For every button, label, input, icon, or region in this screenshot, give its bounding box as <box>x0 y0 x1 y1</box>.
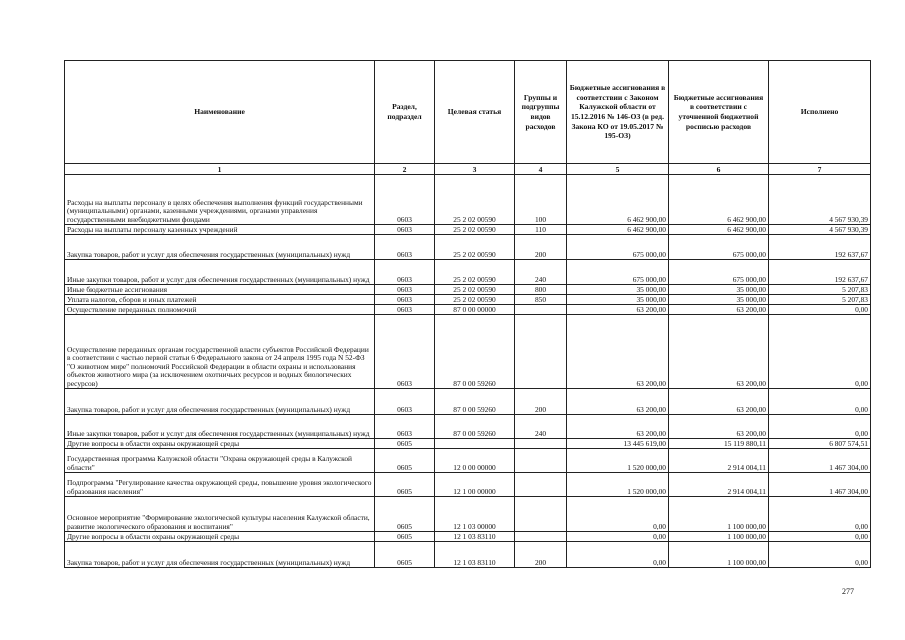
row-executed-amount: 192 637,67 <box>769 260 871 285</box>
row-executed-amount: 1 467 304,00 <box>769 449 871 473</box>
row-kind: 110 <box>515 225 567 235</box>
row-budget-amount: 2 914 004,11 <box>669 473 769 497</box>
row-kind: 100 <box>515 175 567 225</box>
row-law-amount: 13 445 619,00 <box>567 439 669 449</box>
row-budget-amount: 63 200,00 <box>669 315 769 389</box>
row-kind <box>515 473 567 497</box>
row-kind <box>515 497 567 532</box>
table-row <box>65 497 871 532</box>
row-section: 0603 <box>375 315 435 389</box>
row-name: Другие вопросы в области охраны окружающей среды <box>65 439 375 449</box>
row-kind <box>515 305 567 315</box>
row-section: 0605 <box>375 449 435 473</box>
row-executed-amount: 0,00 <box>769 389 871 415</box>
row-target: 25 2 02 00590 <box>435 295 515 305</box>
row-section: 0603 <box>375 285 435 295</box>
row-name: Расходы на выплаты персоналу в целях обеспечения выполнения функций государственными (муниципальными) органами, казенными учреждениями, органами управления государственными внебюджетными фондами <box>65 175 375 225</box>
row-section: 0603 <box>375 260 435 285</box>
row-section: 0605 <box>375 439 435 449</box>
table-row <box>65 532 871 542</box>
row-executed-amount: 0,00 <box>769 497 871 532</box>
row-executed-amount: 0,00 <box>769 532 871 542</box>
row-budget-amount: 1 100 000,00 <box>669 497 769 532</box>
row-budget-amount: 6 462 900,00 <box>669 225 769 235</box>
row-law-amount: 35 000,00 <box>567 285 669 295</box>
row-kind: 800 <box>515 285 567 295</box>
row-executed-amount: 4 567 930,39 <box>769 175 871 225</box>
header-kind: Группы и подгруппы видов расходов <box>515 61 567 164</box>
row-section: 0603 <box>375 175 435 225</box>
row-target: 25 2 02 00590 <box>435 175 515 225</box>
header-section: Раздел, подраздел <box>375 61 435 164</box>
row-law-amount: 63 200,00 <box>567 415 669 439</box>
row-target: 87 0 00 59260 <box>435 415 515 439</box>
row-executed-amount: 5 207,83 <box>769 295 871 305</box>
row-name: Государственная программа Калужской области "Охрана окружающей среды в Калужской области" <box>65 449 375 473</box>
row-budget-amount: 35 000,00 <box>669 295 769 305</box>
row-law-amount: 675 000,00 <box>567 235 669 260</box>
row-name: Иные закупки товаров, работ и услуг для обеспечения государственных (муниципальных) нужд <box>65 415 375 439</box>
row-kind <box>515 449 567 473</box>
header-name: Наименование <box>65 61 375 164</box>
column-number: 1 <box>65 164 375 175</box>
row-kind: 240 <box>515 260 567 285</box>
row-executed-amount: 0,00 <box>769 315 871 389</box>
row-executed-amount: 0,00 <box>769 305 871 315</box>
table-row <box>65 449 871 473</box>
row-name: Закупка товаров, работ и услуг для обеспечения государственных (муниципальных) нужд <box>65 389 375 415</box>
header-target: Целевая статья <box>435 61 515 164</box>
row-target: 12 1 03 83110 <box>435 542 515 568</box>
column-number: 5 <box>567 164 669 175</box>
row-executed-amount: 192 637,67 <box>769 235 871 260</box>
row-law-amount: 1 520 000,00 <box>567 473 669 497</box>
table-row <box>65 315 871 389</box>
row-executed-amount: 6 807 574,51 <box>769 439 871 449</box>
column-number: 4 <box>515 164 567 175</box>
row-target: 12 1 03 83110 <box>435 532 515 542</box>
column-number: 2 <box>375 164 435 175</box>
row-name: Расходы на выплаты персоналу казенных учреждений <box>65 225 375 235</box>
row-section: 0603 <box>375 389 435 415</box>
row-kind: 200 <box>515 235 567 260</box>
row-name: Закупка товаров, работ и услуг для обеспечения государственных (муниципальных) нужд <box>65 235 375 260</box>
row-name: Основное мероприятие "Формирование экологической культуры населения Калужской области, развитие экологического образования и воспитания" <box>65 497 375 532</box>
row-name: Осуществление переданных органам государственной власти субъектов Российской Федерации в соответствии с частью первой статьи 6 Федерального закона от 24 апреля 1995 года N 52-ФЗ "О животном мире" полномочий Российской Федерации в области охраны и использования объектов животного мира (за исключением охотничьих ресурсов и водных биологических ресурсов) <box>65 315 375 389</box>
table-row <box>65 439 871 449</box>
row-kind: 240 <box>515 415 567 439</box>
row-budget-amount: 675 000,00 <box>669 260 769 285</box>
row-executed-amount: 0,00 <box>769 542 871 568</box>
row-target: 25 2 02 00590 <box>435 235 515 260</box>
row-target: 25 2 02 00590 <box>435 260 515 285</box>
row-law-amount: 35 000,00 <box>567 295 669 305</box>
column-number: 6 <box>669 164 769 175</box>
row-executed-amount: 0,00 <box>769 415 871 439</box>
row-executed-amount: 5 207,83 <box>769 285 871 295</box>
row-law-amount: 6 462 900,00 <box>567 225 669 235</box>
row-budget-amount: 1 100 000,00 <box>669 532 769 542</box>
row-section: 0603 <box>375 295 435 305</box>
table-row <box>65 542 871 568</box>
row-law-amount: 63 200,00 <box>567 315 669 389</box>
row-law-amount: 1 520 000,00 <box>567 449 669 473</box>
row-executed-amount: 4 567 930,39 <box>769 225 871 235</box>
header-executed: Исполнено <box>769 61 871 164</box>
header-law-budget: Бюджетные ассигнования в соответствии с Законом Калужской области от 15.12.2016 № 146-ОЗ (в ред. Закона КО от 19.05.2017 № 195-ОЗ) <box>567 61 669 164</box>
table-row <box>65 285 871 295</box>
row-law-amount: 0,00 <box>567 542 669 568</box>
page-number: 277 <box>842 587 854 596</box>
row-name: Иные закупки товаров, работ и услуг для обеспечения государственных (муниципальных) нужд <box>65 260 375 285</box>
column-number: 3 <box>435 164 515 175</box>
row-name: Осуществление переданных полномочий <box>65 305 375 315</box>
row-target <box>435 439 515 449</box>
table-row <box>65 225 871 235</box>
row-budget-amount: 63 200,00 <box>669 389 769 415</box>
budget-table <box>64 60 871 568</box>
row-target: 12 0 00 00000 <box>435 449 515 473</box>
row-name: Другие вопросы в области охраны окружающей среды <box>65 532 375 542</box>
row-target: 87 0 00 59260 <box>435 389 515 415</box>
row-section: 0603 <box>375 415 435 439</box>
row-budget-amount: 15 119 880,11 <box>669 439 769 449</box>
row-target: 12 1 03 00000 <box>435 497 515 532</box>
row-name: Иные бюджетные ассигнования <box>65 285 375 295</box>
row-kind: 200 <box>515 542 567 568</box>
row-section: 0605 <box>375 542 435 568</box>
row-law-amount: 0,00 <box>567 497 669 532</box>
row-section: 0603 <box>375 305 435 315</box>
row-section: 0605 <box>375 532 435 542</box>
row-budget-amount: 2 914 004,11 <box>669 449 769 473</box>
table-row <box>65 415 871 439</box>
column-number: 7 <box>769 164 871 175</box>
row-budget-amount: 675 000,00 <box>669 235 769 260</box>
row-target: 87 0 00 00000 <box>435 305 515 315</box>
row-section: 0603 <box>375 235 435 260</box>
row-kind <box>515 439 567 449</box>
row-name: Подпрограмма "Регулирование качества окружающей среды, повышение уровня экологического образования населения" <box>65 473 375 497</box>
row-kind <box>515 532 567 542</box>
row-budget-amount: 63 200,00 <box>669 415 769 439</box>
row-law-amount: 675 000,00 <box>567 260 669 285</box>
row-law-amount: 6 462 900,00 <box>567 175 669 225</box>
row-executed-amount: 1 467 304,00 <box>769 473 871 497</box>
table-row <box>65 305 871 315</box>
table-row <box>65 473 871 497</box>
column-number-row <box>65 164 871 175</box>
row-section: 0605 <box>375 473 435 497</box>
table-row <box>65 260 871 285</box>
row-target: 25 2 02 00590 <box>435 285 515 295</box>
row-section: 0605 <box>375 497 435 532</box>
row-name: Закупка товаров, работ и услуг для обеспечения государственных (муниципальных) нужд <box>65 542 375 568</box>
row-target: 25 2 02 00590 <box>435 225 515 235</box>
row-budget-amount: 35 000,00 <box>669 285 769 295</box>
header-refined-budget: Бюджетные ассигнования в соответствии с уточненной бюджетной росписью расходов <box>669 61 769 164</box>
row-kind: 200 <box>515 389 567 415</box>
table-row <box>65 295 871 305</box>
row-section: 0603 <box>375 225 435 235</box>
row-law-amount: 0,00 <box>567 532 669 542</box>
row-name: Уплата налогов, сборов и иных платежей <box>65 295 375 305</box>
table-row <box>65 389 871 415</box>
header-row <box>65 61 871 164</box>
row-target: 12 1 00 00000 <box>435 473 515 497</box>
row-budget-amount: 63 200,00 <box>669 305 769 315</box>
row-kind: 850 <box>515 295 567 305</box>
row-law-amount: 63 200,00 <box>567 389 669 415</box>
row-target: 87 0 00 59260 <box>435 315 515 389</box>
row-kind <box>515 315 567 389</box>
table-row <box>65 175 871 225</box>
row-law-amount: 63 200,00 <box>567 305 669 315</box>
row-budget-amount: 1 100 000,00 <box>669 542 769 568</box>
table-row <box>65 235 871 260</box>
row-budget-amount: 6 462 900,00 <box>669 175 769 225</box>
